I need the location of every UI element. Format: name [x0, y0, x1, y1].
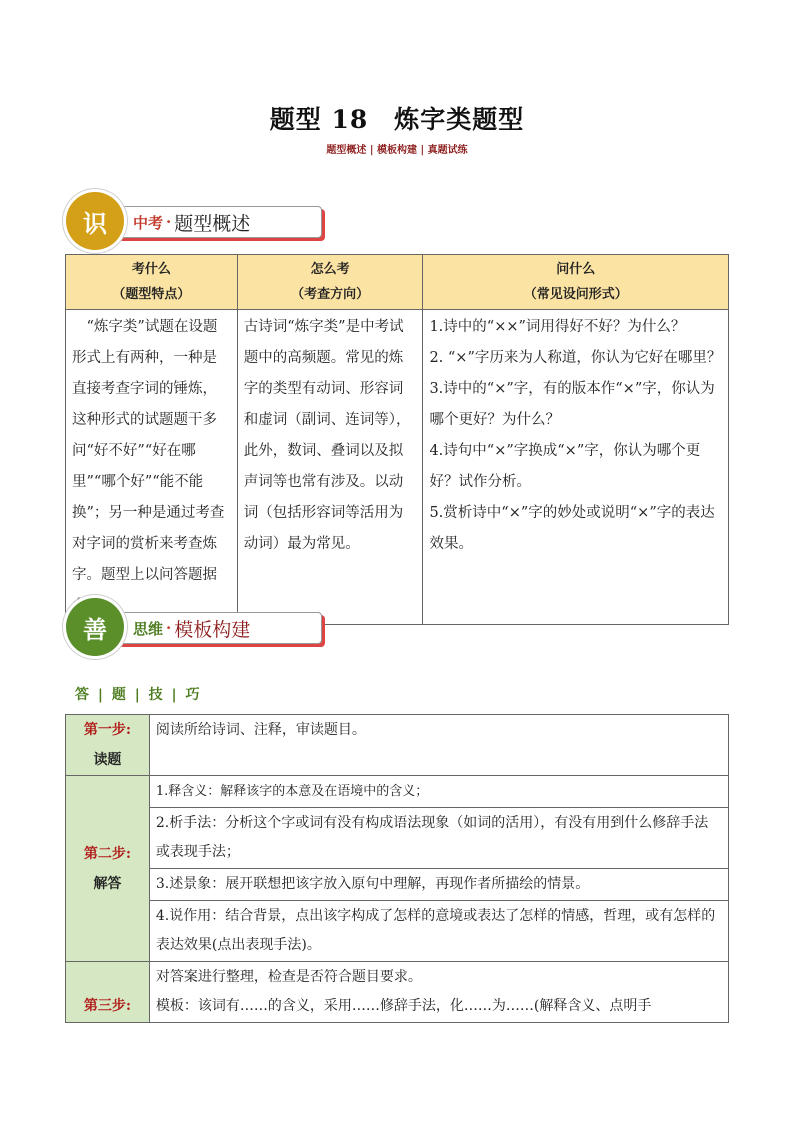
- section-dot: ·: [166, 619, 172, 637]
- step2-item: 4.说作用：结合背景，点出该字构成了怎样的意境或表达了怎样的情感，哲理，或有怎样的表达效果(点出表现手法)。: [149, 901, 728, 962]
- step-label: [66, 776, 150, 962]
- step1-content: 阅读所给诗词、注释，审读题目。: [149, 715, 728, 776]
- section-header-template: [66, 598, 326, 656]
- section-label-bar: [118, 206, 322, 238]
- step2-item: 3.述景象：展开联想把该字放入原句中理解，再现作者所描绘的情景。: [149, 869, 728, 901]
- step3-content: [149, 962, 728, 1023]
- section-dot: ·: [166, 213, 172, 231]
- step2-row: [66, 808, 729, 869]
- section-badge-circle: 识: [66, 192, 124, 250]
- tips-label: 答 | 题 | 技 | 巧: [75, 687, 202, 703]
- header-sub: （常见设问形式）: [523, 287, 628, 302]
- overview-header-row: [66, 255, 729, 310]
- step1-row: [66, 715, 729, 776]
- question-item: 1.诗中的“××”词用得好不好？为什么？: [429, 319, 686, 335]
- question-item: 4.诗句中“×”字换成“×”字，你认为哪个更好？试作分析。: [429, 443, 701, 490]
- header-line: 问什么: [556, 262, 596, 277]
- step2-row: [66, 869, 729, 901]
- step-number: 第一步:: [83, 722, 132, 738]
- section-label-bar: [118, 612, 322, 644]
- step-number: 第三步:: [83, 998, 132, 1014]
- step3-line: 对答案进行整理，检查是否符合题目要求。: [155, 969, 422, 985]
- step2-row: [66, 776, 729, 808]
- page-subtitle: 题型概述 | 模板构建 | 真题试练: [326, 145, 468, 156]
- step2-row: [66, 901, 729, 962]
- step-label: [66, 715, 150, 776]
- step3-line: 模板：该词有……的含义，采用……修辞手法，化……为……(解释含义、点明手: [155, 998, 652, 1014]
- header-line: 怎么考: [310, 262, 350, 277]
- header-sub: （考查方向）: [291, 287, 370, 302]
- header-cell: [237, 255, 423, 310]
- header-cell: [66, 255, 238, 310]
- section-badge-circle: 善: [66, 598, 124, 656]
- overview-what-cell: “炼字类”试题在设题形式上有两种，一种是直接考查字词的锤炼，这种形式的试题题干多问“好不好”“好在哪里”“哪个好”“能不能换”；另一种是通过考查对字词的赏析来考查炼字。题型上以问答题据: [66, 310, 238, 625]
- header-cell: [423, 255, 729, 310]
- section-title: 模板构建: [174, 618, 251, 641]
- steps-table: [65, 714, 729, 1023]
- overview-ask-cell: [423, 310, 729, 625]
- question-item: 5.赏析诗中“×”字的妙处或说明“×”字的表达效果。: [429, 505, 715, 552]
- step3-row: [66, 962, 729, 1023]
- overview-how-cell: 古诗词“炼字类”是中考试题中的高频题。常见的炼字的类型有动词、形容词和虚词（副词、连词等），此外，数词、叠词以及拟声词等也常有涉及。以动词（包括形容词等活用为动词）最为常见。: [237, 310, 423, 625]
- step-name: 读题: [93, 752, 122, 768]
- step-number: 第二步:: [83, 845, 132, 862]
- overview-table: [65, 254, 729, 625]
- section-header-overview: [66, 192, 326, 250]
- section-title: 题型概述: [174, 212, 251, 235]
- question-item: 2. “×”字历来为人称道，你认为它好在哪里？: [429, 350, 722, 366]
- header-line: 考什么: [131, 262, 171, 277]
- step-name: 解答: [93, 875, 122, 892]
- section-keyword: 中考: [133, 213, 164, 232]
- step2-item: 2.析手法：分析这个字或词有没有构成语法现象（如词的活用），有没有用到什么修辞手法或表现手法；: [149, 808, 728, 869]
- question-item: 3.诗中的“×”字，有的版本作“×”字，你认为哪个更好？为什么？: [429, 381, 715, 428]
- step-label: [66, 962, 150, 1023]
- page-title: 题型 18 炼字类题型: [269, 105, 525, 134]
- section-keyword: 思维: [133, 619, 164, 638]
- overview-content-row: [66, 310, 729, 625]
- header-sub: （题型特点）: [112, 287, 191, 302]
- step2-item: 1.释含义：解释该字的本意及在语境中的含义；: [149, 776, 728, 808]
